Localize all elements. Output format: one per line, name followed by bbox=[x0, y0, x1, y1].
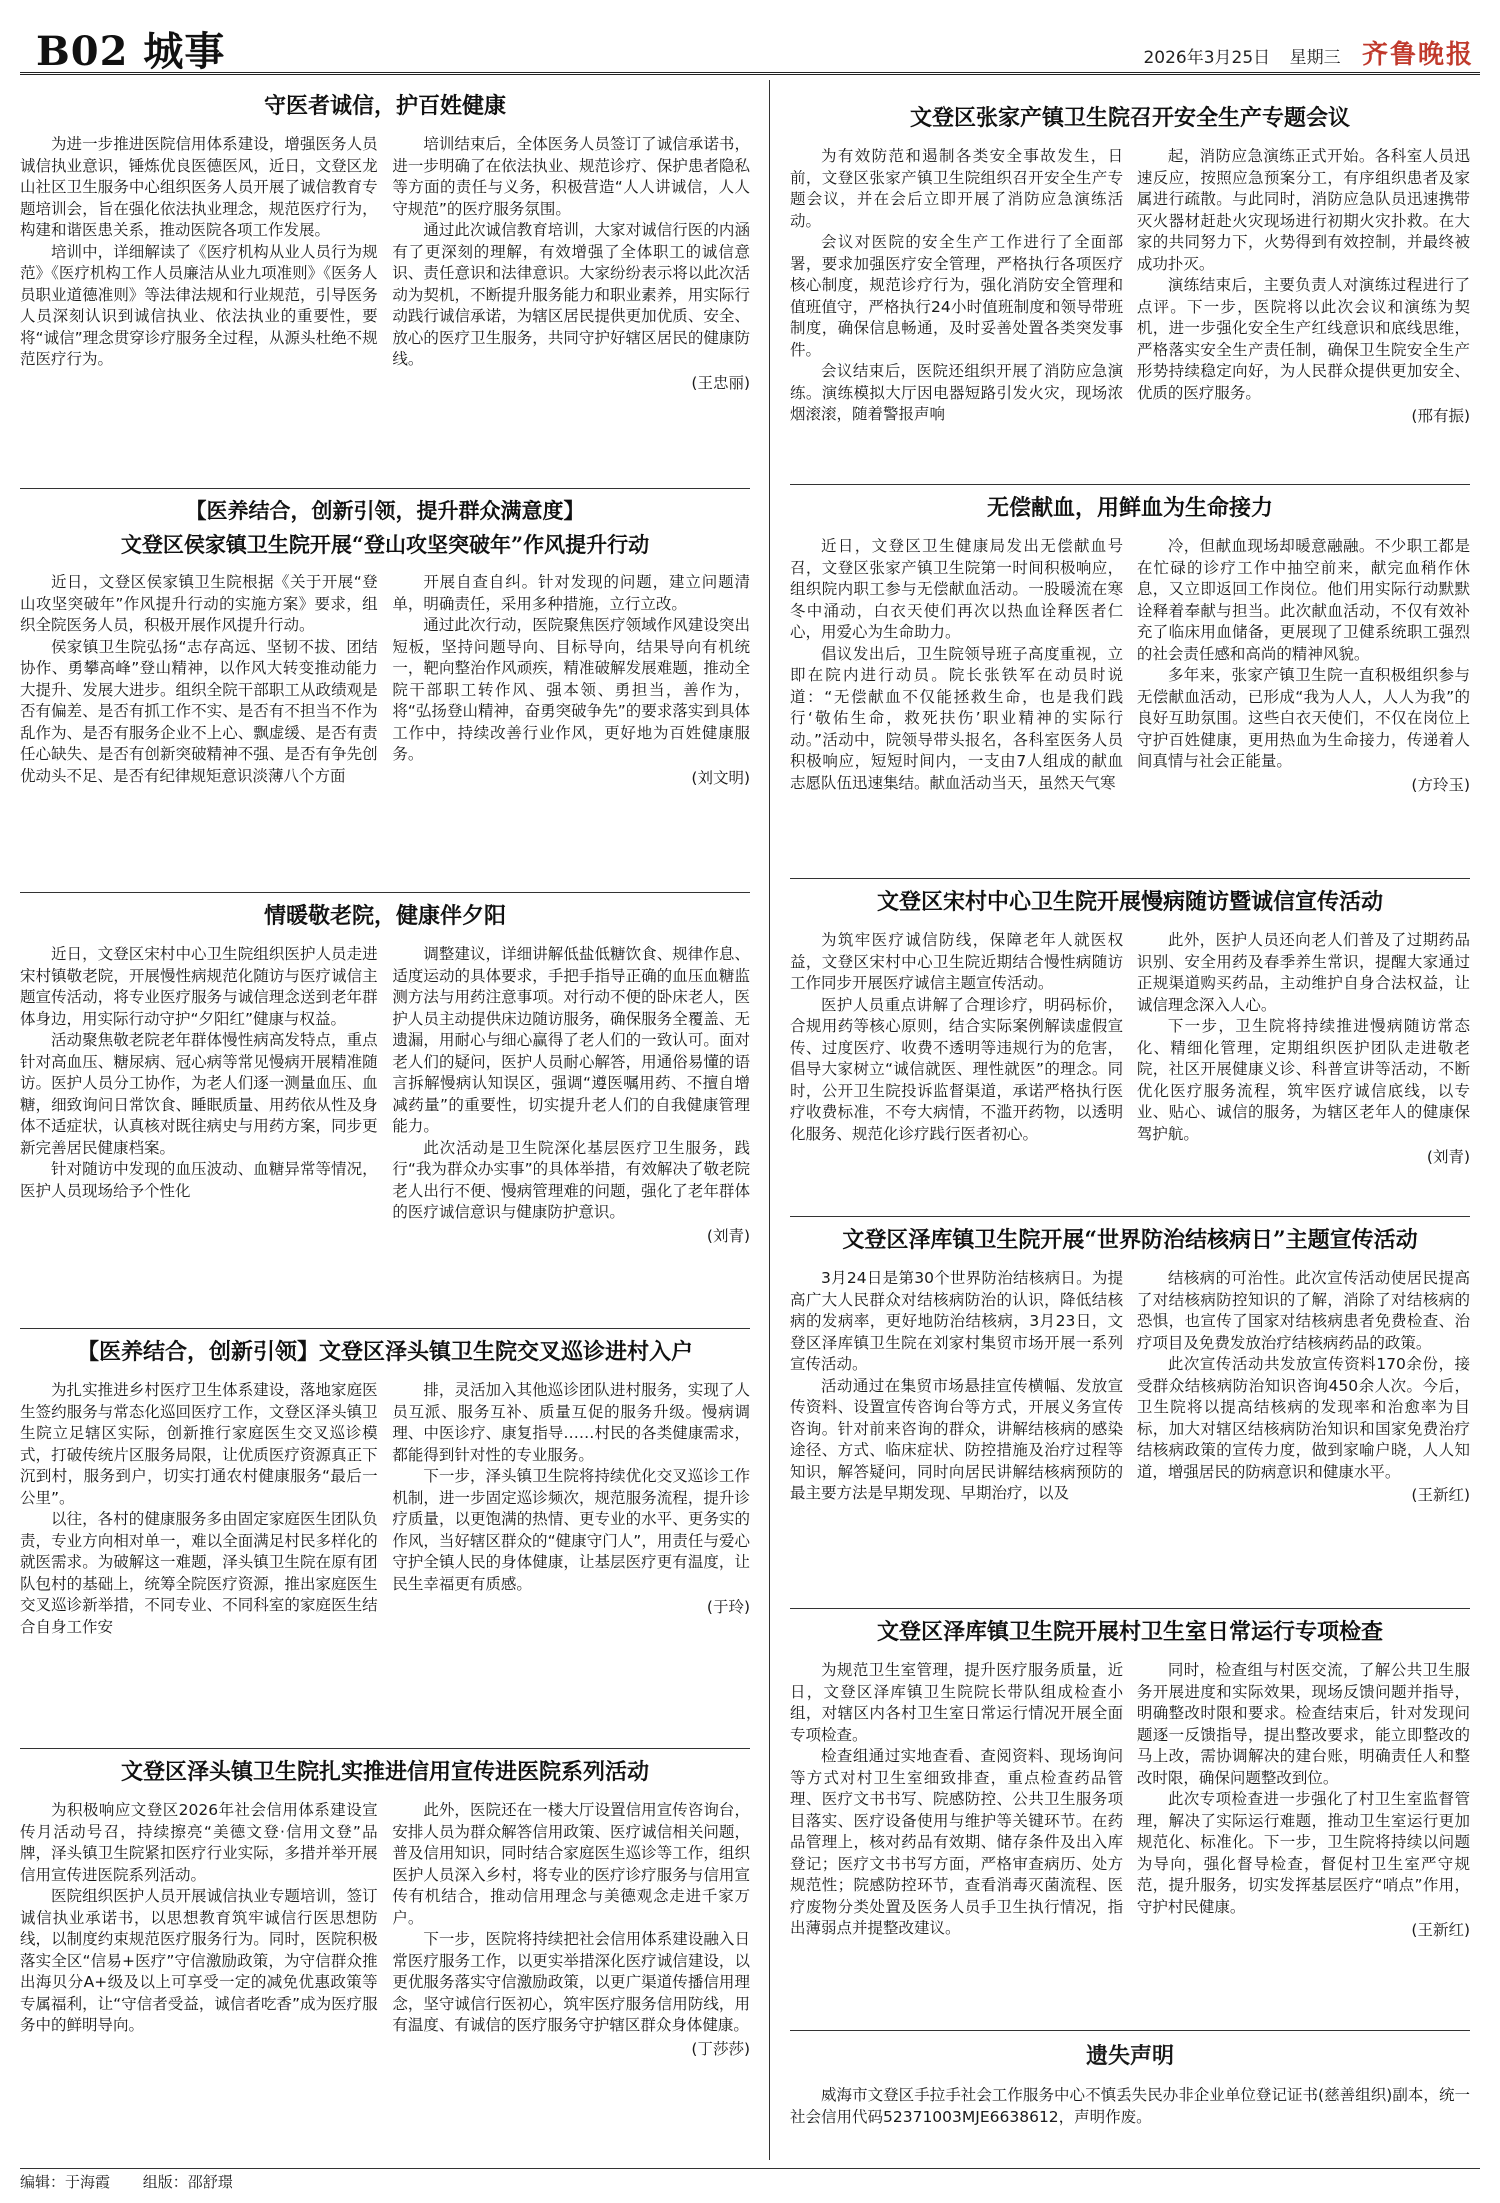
article-column-left bbox=[790, 1268, 1123, 1507]
article-2 bbox=[20, 494, 750, 892]
article-paragraph: 此次宣传活动共发放宣传资料170余份，接受群众结核病防治知识咨询450余人次。今后，卫生院将以提高结核病的发现率和治愈率为目标，加大对辖区结核病防治知识和国家免费治疗结核病政策的宣传力度，做到家喻户晓，人人知道，增强居民的防病意识和健康水平。 bbox=[1136, 1355, 1470, 1481]
article-paragraph: 以往，各村的健康服务多由固定家庭医生团队负责，专业方向相对单一，难以全面满足村民多样化的就医需求。为破解这一难题，泽头镇卫生院在原有团队包村的基础上，统筹全院医疗资源，推出家庭医生交叉巡诊新举措，不同专业、不同科室的家庭医生结合自身工作安 bbox=[20, 1510, 378, 1636]
article-divider bbox=[790, 1608, 1470, 1609]
article-paragraph: 医院组织医护人员开展诚信执业专题培训，签订诚信执业承诺书，以思想教育筑牢诚信行医思想防线，以制度约束规范医疗服务行为。同时，医院积极落实全区“信易+医疗”守信激励政策，为守信群众推出海贝分A+级及以上可享受一定的减免优惠政策等专属福利，让“守信者受益，诚信者吃香”成为医疗服务中的鲜明导向。 bbox=[20, 1887, 378, 2034]
article-paragraph: 通过此次行动，医院聚焦医疗领域作风建设突出短板，坚持问题导向、目标导向，结果导向有机统一，靶向整治作风顽疾，精准破解发展难题，推动全院干部职工转作风、强本领、勇担当，善作为，将“弘扬登山精神，奋勇突破争先”的要求落实到具体工作中，持续改善行业作风，更好地为百姓健康服务。 bbox=[392, 616, 750, 763]
article-author: (刘青) bbox=[706, 1226, 750, 1245]
article-column-right bbox=[1137, 1268, 1470, 1507]
article-divider bbox=[790, 878, 1470, 879]
article-paragraph: 活动聚焦敬老院老年群体慢性病高发特点，重点针对高血压、糖尿病、冠心病等常见慢病开展精准随访。医护人员分工协作，为老人们逐一测量血压、血糖，细致询问日常饮食、睡眠质量、用药依从性及身体不适症状，认真核对既往病史与用药方案，同步更新完善居民健康档案。 bbox=[20, 1031, 378, 1157]
article-paragraph: 近日，文登区宋村中心卫生院组织医护人员走进宋村镇敬老院，开展慢性病规范化随访与医疗诚信主题宣传活动，将专业医疗服务与诚信理念送到老年群体身边，用实际行动守护“夕阳红”健康与权益。 bbox=[20, 945, 378, 1028]
article-paragraph: 会议结束后，医院还组织开展了消防应急演练。演练模拟大厅因电器短路引发火灾，现场浓烟滚滚，随着警报声响 bbox=[790, 362, 1124, 423]
article-7 bbox=[790, 490, 1470, 876]
notice-title: 遗失声明 bbox=[1085, 2043, 1174, 2069]
article-author: (丁莎莎) bbox=[691, 2039, 750, 2058]
article-paragraph: 3月24日是第30个世界防治结核病日。为提高广大人民群众对结核病防治的认识，降低结核病的发病率，更好地防治结核病，3月23日，文登区泽库镇卫生院在刘家村集贸市场开展一系列宣传活动。 bbox=[790, 1269, 1124, 1373]
article-paragraph: 为规范卫生室管理，提升医疗服务质量，近日，文登区泽库镇卫生院院长带队组成检查小组，对辖区内各村卫生室日常运行情况开展全面专项检查。 bbox=[790, 1661, 1124, 1744]
article-paragraph: 针对随访中发现的血压波动、血糖异常等情况，医护人员现场给予个性化 bbox=[20, 1160, 378, 1200]
article-paragraph: 调整建议，详细讲解低盐低糖饮食、规律作息、适度运动的具体要求，手把手指导正确的血压血糖监测方法与用药注意事项。对行动不便的卧床老人，医护人员主动提供床边随访服务，确保服务全覆盖、无遗漏，用耐心与细心赢得了老人们的一致认可。面对老人们的疑问，医护人员耐心解答，用通俗易懂的语言拆解慢病认知误区，强调“遵医嘱用药、不擅自增减药量”的重要性，切实提升老人们的自我健康管理能力。 bbox=[392, 945, 750, 1135]
article-paragraph: 冷，但献血现场却暖意融融。不少职工都是在忙碌的诊疗工作中抽空前来，献完血稍作休息，又立即返回工作岗位。他们用实际行动默默诠释着奉献与担当。此次献血活动，不仅有效补充了临床用血储备，更展现了卫健系统职工强烈的社会责任感和高尚的精神风貌。 bbox=[1136, 537, 1470, 663]
article-author: (刘文明) bbox=[691, 768, 750, 787]
article-paragraph: 为扎实推进乡村医疗卫生体系建设，落地家庭医生签约服务与常态化巡回医疗工作，文登区泽头镇卫生院立足辖区实际，创新推行家庭医生交叉巡诊模式，打破传统片区服务局限，让优质医疗资源真正下沉到村，服务到户，切实打通农村健康服务“最后一公里”。 bbox=[20, 1381, 378, 1507]
article-paragraph: 为筑牢医疗诚信防线，保障老年人就医权益，文登区宋村中心卫生院近期结合慢性病随访工作同步开展医疗诚信主题宣传活动。 bbox=[790, 931, 1124, 992]
article-paragraph: 此次专项检查进一步强化了村卫生室监督管理，解决了实际运行难题，推动卫生室运行更加规范化、标准化。下一步，卫生院将持续以问题为导向，强化督导检查，督促村卫生室严守规范，提升服务，切实发挥基层医疗“哨点”作用，守护村民健康。 bbox=[1136, 1790, 1470, 1916]
article-paragraph: 医护人员重点讲解了合理诊疗，明码标价，合规用药等核心原则，结合实际案例解读虚假宣传、过度医疗、收费不透明等违规行为的危害，倡导大家树立“诚信就医、理性就医”的理念。同时，公开卫生院投诉监督渠道，承诺严格执行医疗收费标准，不夸大病情，不滥开药物，以透明化服务、规范化诊疗践行医者初心。 bbox=[790, 995, 1124, 1143]
article-column-left bbox=[20, 572, 378, 789]
article-column-right bbox=[392, 134, 750, 394]
article-author: (王新红) bbox=[1411, 1486, 1470, 1504]
article-10 bbox=[790, 1614, 1470, 2026]
article-paragraph: 为进一步推进医院信用体系建设，增强医务人员诚信执业意识，锤炼优良医德医风，近日，文登区龙山社区卫生服务中心组织医务人员开展了诚信教育专题培训会，旨在强化依法执业理念，规范医疗行为，构建和谐医患关系，推动医院各项工作发展。 bbox=[20, 135, 378, 239]
article-paragraph: 多年来，张家产镇卫生院一直积极组织参与无偿献血活动，已形成“我为人人，人人为我”的良好互助氛围。这些白衣天使们，不仅在岗位上守护百姓健康，更用热血为生命接力，传递着人间真情与社会正能量。 bbox=[1136, 666, 1470, 770]
article-paragraph: 检查组通过实地查看、查阅资料、现场询问等方式对村卫生室细致排查，重点检查药品管理、医疗文书书写、院感防控、公共卫生服务项目落实、医疗设备使用与维护等关键环节。在药品管理上，核对药品有效期、储存条件及出入库登记；医疗文书书写方面，严格审查病历、处方规范性；院感防控环节，查看消毒灭菌流程、医疗废物分类处置及医务人员手卫生执行情况，指出薄弱点并提整改建议。 bbox=[790, 1747, 1124, 1937]
article-author: (于玲) bbox=[706, 1598, 750, 1616]
article-paragraph: 下一步，医院将持续把社会信用体系建设融入日常医疗服务工作，以更实举措深化医疗诚信建设，以更优服务落实守信激励政策，以更广渠道传播信用理念，坚守诚信行医初心，筑牢医疗服务信用防线，用有温度、有诚信的医疗服务守护辖区群众身体健康。 bbox=[392, 1930, 750, 2034]
editor-credit: 编辑：于海霞 bbox=[20, 2173, 111, 2191]
article-paragraph: 会议对医院的安全生产工作进行了全面部署，要求加强医疗安全管理，严格执行各项医疗核心制度，规范诊疗行为，强化消防安全管理和值班值守，严格执行24小时值班制度和领导带班制度，确保信息畅通，及时妥善处置各类突发事件。 bbox=[790, 233, 1124, 359]
article-title: 文登区泽库镇卫生院开展“世界防治结核病日”主题宣传活动 bbox=[842, 1227, 1418, 1253]
article-title: 文登区宋村中心卫生院开展慢病随访暨诚信宣传活动 bbox=[876, 889, 1383, 915]
article-4 bbox=[20, 1334, 750, 1748]
article-column-left bbox=[20, 134, 378, 394]
article-divider bbox=[790, 1216, 1470, 1217]
article-column-right bbox=[1137, 146, 1470, 428]
article-3 bbox=[20, 898, 750, 1328]
masthead bbox=[20, 0, 1480, 75]
issue-weekday: 星期三 bbox=[1289, 48, 1341, 68]
article-author: (刘青) bbox=[1426, 1148, 1470, 1166]
article-paragraph: 开展自查自纠。针对发现的问题，建立问题清单，明确责任，采用多种措施，立行立改。 bbox=[392, 573, 750, 613]
lost-notice bbox=[790, 2040, 1470, 2158]
article-paragraph: 侯家镇卫生院弘扬“志存高远、坚韧不拔、团结协作、勇攀高峰”登山精神，以作风大转变推动能力大提升、发展大进步。组织全院干部职工从政绩观是否有偏差、是否有抓工作不实、是否有不担当不作为乱作为、是否有服务企业不上心、飘虚缓、是否有责任心缺失、是否有创新突破精神不强、是否有争先创优动头不足、是否有纪律规矩意识淡薄八个方面 bbox=[20, 637, 378, 785]
article-paragraph: 演练结束后，主要负责人对演练过程进行了点评。下一步，医院将以此次会议和演练为契机，进一步强化安全生产红线意识和底线思维，严格落实安全生产责任制，确保卫生院安全生产形势持续稳定向好，为人民群众提供更加安全、优质的医疗服务。 bbox=[1136, 276, 1470, 402]
article-paragraph: 为积极响应文登区2026年社会信用体系建设宣传月活动号召，持续擦亮“美德文登·信用文登”品牌，泽头镇卫生院紧扣医疗行业实际，多措并举开展信用宣传进医院系列活动。 bbox=[20, 1801, 378, 1884]
article-paragraph: 近日，文登区卫生健康局发出无偿献血号召，文登区张家产镇卫生院第一时间积极响应，组织院内职工参与无偿献血活动。一股暖流在寒冬中涌动，白衣天使们再次以热血诠释医者仁心，用爱心为生命助力。 bbox=[790, 537, 1124, 641]
article-author: (方玲玉) bbox=[1411, 775, 1470, 794]
article-kicker: 【医养结合，创新引领，提升群众满意度】 bbox=[185, 498, 585, 523]
article-title: 文登区泽库镇卫生院开展村卫生室日常运行专项检查 bbox=[876, 1619, 1383, 1645]
newspaper-logo: 齐鲁晚报 bbox=[1361, 40, 1474, 70]
article-column-left bbox=[790, 1660, 1123, 1942]
article-5 bbox=[20, 1754, 750, 2164]
article-paragraph: 此外，医院还在一楼大厅设置信用宣传咨询台，安排人员为群众解答信用政策、医疗诚信相关问题，普及信用知识，同时结合家庭医生巡诊等工作，组织医护人员深入乡村，将专业的医疗诊疗服务与信用宣传有机结合，推动信用理念与美德观念走进千家万户。 bbox=[392, 1801, 750, 1927]
article-paragraph: 此次活动是卫生院深化基层医疗卫生服务，践行“我为群众办实事”的具体举措，有效解决了敬老院老人出行不便、慢病管理难的问题，强化了老年群体的医疗诚信意识与健康防护意识。 bbox=[392, 1138, 750, 1221]
article-paragraph: 近日，文登区侯家镇卫生院根据《关于开展“登山攻坚突破年”作风提升行动的实施方案》要求，组织全院医务人员，积极开展作风提升行动。 bbox=[20, 573, 378, 634]
article-column-left bbox=[20, 1800, 378, 2060]
article-author: (邢有振) bbox=[1411, 407, 1470, 425]
page-footer bbox=[20, 2168, 1480, 2199]
article-column-right bbox=[392, 1380, 750, 1638]
article-column-left bbox=[790, 536, 1123, 796]
article-divider bbox=[20, 1328, 750, 1329]
page-section-label: B02 城事 bbox=[36, 28, 226, 75]
article-author: (王新红) bbox=[1411, 1921, 1470, 1939]
article-paragraph: 结核病的可治性。此次宣传活动使居民提高了对结核病防控知识的了解，消除了对结核病的恐惧，也宣传了国家对结核病患者免费检查、治疗项目及免费发放治疗结核病药品的政策。 bbox=[1136, 1269, 1470, 1352]
article-paragraph: 活动通过在集贸市场悬挂宣传横幅、发放宣传资料、设置宣传咨询台等方式，开展义务宣传咨询。针对前来咨询的群众，讲解结核病的感染途径、方式、临床症状、防控措施及治疗过程等知识，解答疑问，同时向居民讲解结核病预防的最主要方法是早期发现、早期治疗，以及 bbox=[790, 1376, 1124, 1502]
article-paragraph: 同时，检查组与村医交流，了解公共卫生服务开展进度和实际效果，现场反馈问题并指导，明确整改时限和要求。检查结束后，针对发现问题逐一反馈指导，提出整改要求，能立即整改的马上改，需协调解决的建台账，明确责任人和整改时限，确保问题整改到位。 bbox=[1136, 1661, 1470, 1787]
article-paragraph: 培训中，详细解读了《医疗机构从业人员行为规范》《医疗机构工作人员廉洁从业九项准则》《医务人员职业道德准则》等法律法规和行业规范，引导医务人员深刻认识到诚信执业、依法执业的重要性，要将“诚信”理念贯穿诊疗服务全过程，从源头杜绝不规范医疗行为。 bbox=[20, 242, 378, 368]
article-column-right bbox=[1137, 1660, 1470, 1942]
article-paragraph: 为有效防范和遏制各类安全事故发生，日前，文登区张家产镇卫生院组织召开安全生产专题会议，并在会后立即开展了消防应急演练活动。 bbox=[790, 147, 1124, 230]
article-divider bbox=[20, 892, 750, 893]
article-title: 【医养结合，创新引领】文登区泽头镇卫生院交叉巡诊进村入户 bbox=[76, 1339, 693, 1365]
article-title: 无偿献血，用鲜血为生命接力 bbox=[986, 495, 1273, 521]
article-column-left bbox=[790, 930, 1123, 1169]
article-column-left bbox=[20, 944, 378, 1247]
article-1 bbox=[20, 88, 750, 488]
article-column-left bbox=[790, 146, 1123, 428]
article-title: 情暖敬老院，健康伴夕阳 bbox=[263, 903, 506, 929]
article-divider bbox=[20, 1748, 750, 1749]
issue-date: 2026年3月25日 bbox=[1143, 48, 1271, 68]
article-9 bbox=[790, 1222, 1470, 1606]
article-column-right bbox=[392, 572, 750, 789]
article-paragraph: 通过此次诚信教育培训，大家对诚信行医的内涵有了更深刻的理解，有效增强了全体职工的诚信意识、责任意识和法律意识。大家纷纷表示将以此次活动为契机，不断提升服务能力和职业素养，用实际行动践行诚信承诺，为辖区居民提供更加优质、安全、放心的医疗卫生服务，共同守护好辖区居民的健康防线。 bbox=[392, 221, 750, 368]
article-paragraph: 排，灵活加入其他巡诊团队进村服务，实现了人员互派、服务互补、质量互促的服务升级。慢病调理、中医诊疗、康复指导……村民的各类健康需求，都能得到针对性的专业服务。 bbox=[392, 1381, 750, 1464]
article-column-right bbox=[392, 1800, 750, 2060]
article-author: (王忠丽) bbox=[691, 373, 750, 392]
article-paragraph: 起，消防应急演练正式开始。各科室人员迅速反应，按照应急预案分工，有序组织患者及家属进行疏散。与此同时，消防应急队员迅速携带灭火器材赶赴火灾现场进行初期火灾扑救。在大家的共同努力下，火势得到有效控制，并最终被成功扑灭。 bbox=[1136, 147, 1470, 273]
article-column-right bbox=[392, 944, 750, 1247]
issue-meta bbox=[1143, 34, 1474, 71]
article-paragraph: 培训结束后，全体医务人员签订了诚信承诺书，进一步明确了在依法执业、规范诊疗、保护患者隐私等方面的责任与义务，积极营造“人人讲诚信，人人守规范”的医疗服务氛围。 bbox=[392, 135, 750, 218]
article-paragraph: 倡议发出后，卫生院领导班子高度重视，立即在院内进行动员。院长张铁军在动员时说道：“无偿献血不仅能拯救生命，也是我们践行‘敬佑生命，救死扶伤’职业精神的实际行动。”活动中，院领导带头报名，各科室医务人员积极响应，短短时间内，一支由7人组成的献血志愿队伍迅速集结。献血活动当天，虽然天气寒 bbox=[790, 644, 1124, 792]
article-title: 文登区泽头镇卫生院扎实推进信用宣传进医院系列活动 bbox=[120, 1759, 649, 1785]
article-column-left bbox=[20, 1380, 378, 1638]
article-paragraph: 下一步，卫生院将持续推进慢病随访常态化、精细化管理，定期组织医护团队走进敬老院，社区开展健康义诊、科普宣讲等活动，不断优化医疗服务流程，筑牢医疗诚信底线，以专业、贴心、诚信的服务，为辖区老年人的健康保驾护航。 bbox=[1136, 1017, 1470, 1143]
article-paragraph: 下一步，泽头镇卫生院将持续优化交叉巡诊工作机制，进一步固定巡诊频次，规范服务流程，提升诊疗质量，以更饱满的热情、更专业的水平、更务实的作风，当好辖区群众的“健康守门人”，用责任与爱心守护全镇人民的身体健康，让基层医疗更有温度，让民生幸福更有质感。 bbox=[392, 1467, 750, 1593]
article-divider bbox=[790, 2030, 1470, 2031]
article-column-right bbox=[1137, 930, 1470, 1169]
article-6 bbox=[790, 100, 1470, 482]
layout-credit: 组版：邵舒璟 bbox=[142, 2173, 233, 2191]
notice-body: 威海市文登区手拉手社会工作服务中心不慎丢失民办非企业单位登记证书(慈善组织)副本，统一社会信用代码52371003MJE6638612，声明作废。 bbox=[790, 2086, 1470, 2126]
article-divider bbox=[790, 484, 1470, 485]
article-paragraph: 此外，医护人员还向老人们普及了过期药品识别、安全用药及春季养生常识，提醒大家通过正规渠道购买药品，主动维护自身合法权益，让诚信理念深入人心。 bbox=[1136, 931, 1470, 1014]
article-title: 守医者诚信，护百姓健康 bbox=[263, 93, 506, 119]
article-8 bbox=[790, 884, 1470, 1214]
article-title: 文登区侯家镇卫生院开展“登山攻坚突破年”作风提升行动 bbox=[120, 532, 650, 557]
article-column-right bbox=[1137, 536, 1470, 796]
article-title: 文登区张家产镇卫生院召开安全生产专题会议 bbox=[909, 105, 1350, 131]
center-column-divider bbox=[769, 80, 770, 2160]
article-divider bbox=[20, 488, 750, 489]
